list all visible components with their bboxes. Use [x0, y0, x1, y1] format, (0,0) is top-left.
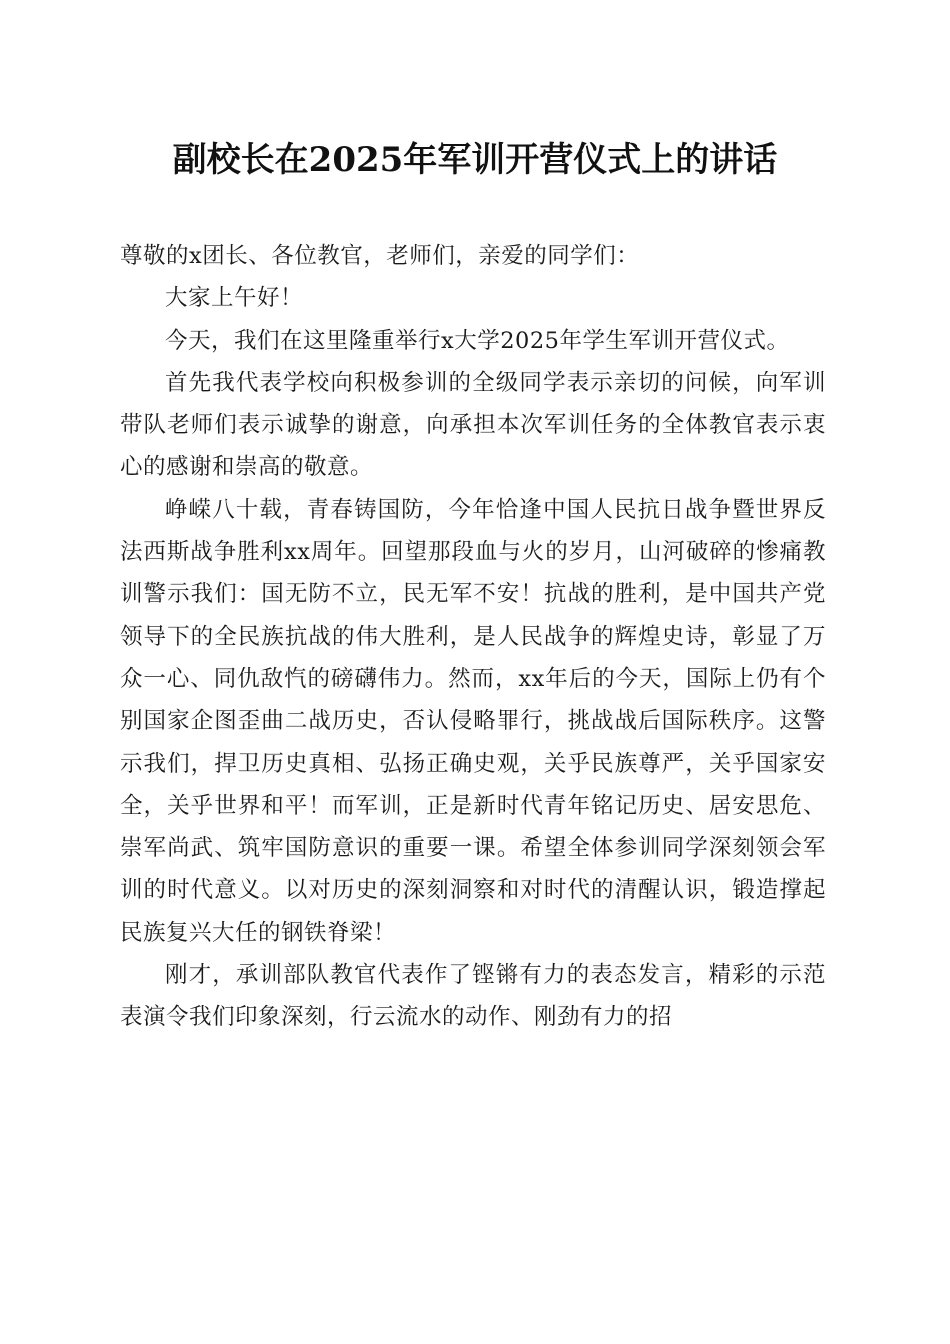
paragraph-history: 峥嵘八十载，青春铸国防，今年恰逢中国人民抗日战争暨世界反法西斯战争胜利xx周年。回望那段血与火的岁月，山河破碎的惨痛教训警示我们：国无防不立，民无军不安！抗战的胜利，是中国共产党领导下的全民族抗战的伟大胜利，是人民战争的辉煌史诗，彰显了万众一心、同仇敌忾的磅礴伟力。然而，xx年后的今天，国际上仍有个别国家企图歪曲二战历史，否认侵略罪行，挑战战后国际秩序。这警示我们，捍卫历史真相、弘扬正确史观，关乎民族尊严，关乎国家安全，关乎世界和平！而军训，正是新时代青年铭记历史、居安思危、崇军尚武、筑牢国防意识的重要一课。希望全体参训同学深刻领会军训的时代意义。以对历史的深刻洞察和对时代的清醒认识，锻造撑起民族复兴大任的钢铁脊梁！ — [120, 496, 826, 946]
document-title: 副校长在2025年军训开营仪式上的讲话 — [172, 140, 778, 180]
paragraph-greeting: 大家上午好！ — [165, 285, 304, 312]
paragraph-opening: 今天，我们在这里隆重举行x大学2025年学生军训开营仪式。 — [165, 327, 790, 354]
paragraph-thanks: 首先我代表学校向积极参训的全级同学表示亲切的问候，向军训带队老师们表示诚挚的谢意，向承担本次军训任务的全体教官表示衷心的感谢和崇高的敬意。 — [120, 369, 826, 481]
document-body — [120, 235, 826, 1039]
paragraph-demonstration: 刚才，承训部队教官代表作了铿锵有力的表态发言，精彩的示范表演令我们印象深刻，行云流水的动作、刚劲有力的招 — [120, 962, 826, 1031]
salutation: 尊敬的x团长、各位教官，老师们，亲爱的同学们： — [120, 243, 640, 269]
